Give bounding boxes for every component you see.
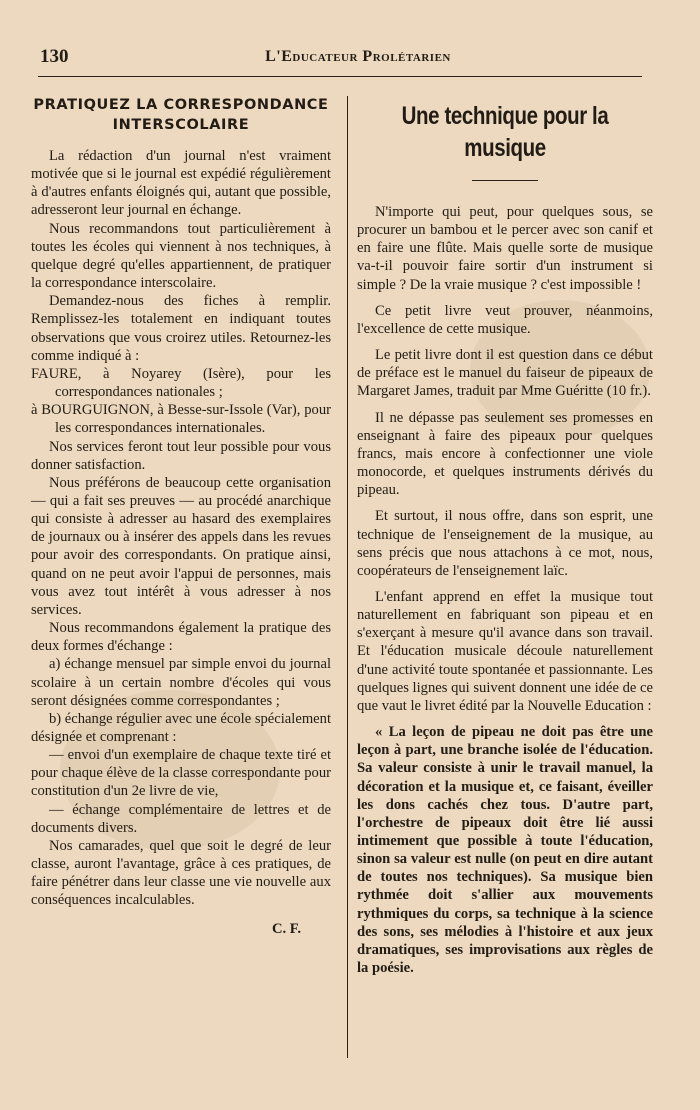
paragraph: Ce petit livre veut prouver, néanmoins, l'excellence de cette musique. <box>357 302 653 337</box>
page-header <box>38 40 642 77</box>
quoted-paragraph: « La leçon de pipeau ne doit pas être une leçon à part, une branche isolée de l'éducation. Sa valeur consiste à unir le travail manuel, la décoration et la musique et, ce faisant, éveiller les dons cachés chez tous. D'autre part, l'orchestre de pipeaux doit être lié aussi intimement que possible à toute l'éducation, sinon sa valeur est nulle (on peut en dire autant de toutes nos techniques). Sa musique bien rythmée doit s'allier aux mouvements rythmiques du corps, sa technique à la science des sons, ses mélodies à l'histoire et aux jeux dramatiques, ses improvisations aux règles de la poésie. <box>357 724 653 977</box>
column-divider <box>347 96 348 1058</box>
paragraph: Nos camarades, quel que soit le degré de leur classe, auront l'avantage, grâce à ces pratiques, de faire pénétrer dans leur classe une vie nouvelle aux conséquences incalculables. <box>31 837 331 909</box>
paragraph: FAURE, à Noyarey (Isère), pour les correspondances nationales ; <box>31 365 331 401</box>
paragraph: Et surtout, il nous offre, dans son esprit, une technique de l'enseignement de la musique, au sens précis que nous attachons à ce mot, nous, coopérateurs de l'enseignement laïc. <box>357 508 653 579</box>
paragraph: La rédaction d'un journal n'est vraiment motivée que si le journal est expédié régulièrement à d'autres enfants éloignés qui, autant que possible, adresseront leur journal en échange. <box>31 148 331 219</box>
paragraph: N'importe qui peut, pour quelques sous, se procurer un bambou et le percer avec son canif et en faire une flûte. Mais quelle sorte de musique va-t-il pouvoir faire sortir d'un instrument si simple ? De la vraie musique ? c'est impossible ! <box>357 204 653 293</box>
paragraph: Le petit livre dont il est question dans ce début de préface est le manuel du faiseur de pipeaux de Margaret James, traduit par Mme Guéritte (10 fr.). <box>357 347 653 400</box>
paragraph: Il ne dépasse pas seulement ses promesses en enseignant à faire des pipeaux pour quelques francs, mais encore à confectionner une viole monocorde, et quelques instruments dérivés du pipeau. <box>357 409 653 499</box>
journal-title: L'Educateur Prolétarien <box>265 48 451 65</box>
left-article <box>31 95 331 938</box>
title-rule <box>472 180 538 181</box>
page-number: 130 <box>40 46 69 67</box>
paragraph: — échange complémentaire de lettres et de documents divers. <box>31 801 331 836</box>
paragraph: Nous préférons de beaucoup cette organisation — qui a fait ses preuves — au procédé anarchique qui consiste à adresser au hasard des exemplaires de journaux ou à insérer des appels dans les revues pour avoir des correspondants. On pratique ainsi, quand on ne peut avoir l'appui de personnes, mais vous avez tout intérêt à vous adresser à nos services. <box>31 474 331 618</box>
right-article <box>357 96 653 977</box>
paragraph: b) échange régulier avec une école spécialement désignée et comprenant : <box>31 710 331 745</box>
paragraph: L'enfant apprend en effet la musique tout naturellement en fabriquant son pipeau et en s'exerçant à mesure qu'il avance dans son travail. Et l'éducation musicale découle naturellement d'une activité toute spontanée et passionnante. Les quelques lignes qui suivent donnent une idée de ce que vaut le livret édité par la Nouvelle Education : <box>357 588 653 714</box>
paragraph: Demandez-nous des fiches à remplir. Remplissez-les totalement en indiquant toutes observations que vous croirez utiles. Retournez-les comme indiqué à : <box>31 293 331 364</box>
paragraph: Nous recommandons tout particulièrement à toutes les écoles qui viennent à nos techniques, à quelque degré qu'elles appartiennent, de pratiquer la correspondance interscolaire. <box>31 220 331 292</box>
left-article-title: PRATIQUEZ LA CORRESPONDANCE INTERSCOLAIRE <box>33 97 329 133</box>
paragraph: a) échange mensuel par simple envoi du journal scolaire à un certain nombre d'écoles qui vous seront désignées comme correspondantes ; <box>31 656 331 709</box>
paragraph: Nos services feront tout leur possible pour vous donner satisfaction. <box>31 438 331 473</box>
paragraph: — envoi d'un exemplaire de chaque texte tiré et pour chaque élève de la classe correspondante pour constitution d'un 2e livre de vie, <box>31 747 331 800</box>
signature: C. F. <box>271 920 301 937</box>
paragraph: à BOURGUIGNON, à Besse-sur-Issole (Var), pour les correspondances internationales. <box>31 402 331 437</box>
paragraph: Nous recommandons également la pratique des deux formes d'échange : <box>31 620 331 655</box>
right-article-title: Une technique pour la musique <box>401 102 609 162</box>
